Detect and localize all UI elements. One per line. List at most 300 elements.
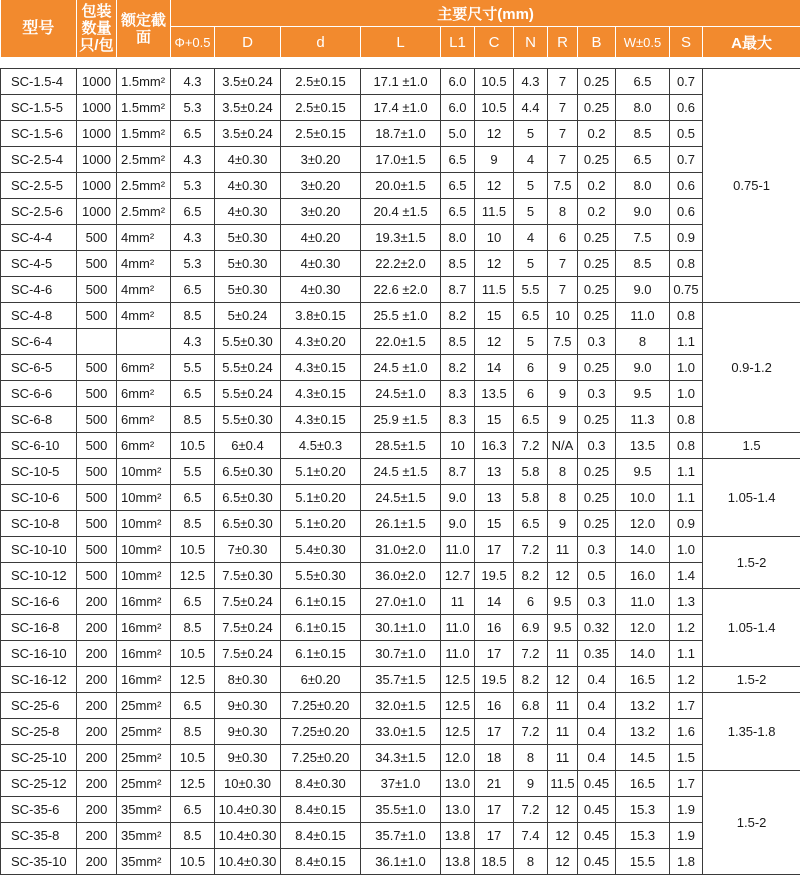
table-row bbox=[1, 121, 800, 147]
cell-R: 8 bbox=[548, 199, 578, 225]
cell-W: 11.0 bbox=[616, 303, 670, 329]
cell-rated-section: 6mm² bbox=[117, 381, 171, 407]
cell-R: 8 bbox=[548, 459, 578, 485]
cell-d: 4±0.30 bbox=[281, 251, 361, 277]
cell-D: 6.5±0.30 bbox=[215, 459, 281, 485]
cell-d: 3±0.20 bbox=[281, 147, 361, 173]
cell-N: 5.8 bbox=[514, 459, 548, 485]
cell-model: SC-10-5 bbox=[1, 459, 77, 485]
cell-A-max: 1.05-1.4 bbox=[703, 589, 800, 667]
cell-C: 11.5 bbox=[475, 199, 514, 225]
cell-N: 6.9 bbox=[514, 615, 548, 641]
cell-R: 9 bbox=[548, 407, 578, 433]
cell-S: 1.1 bbox=[670, 329, 703, 355]
cell-B: 0.25 bbox=[578, 303, 616, 329]
cell-C: 13 bbox=[475, 485, 514, 511]
header-dim-W: W±0.5 bbox=[616, 27, 670, 58]
cell-S: 1.7 bbox=[670, 771, 703, 797]
cell-L: 30.7±1.0 bbox=[361, 641, 441, 667]
cell-d: 4.3±0.15 bbox=[281, 355, 361, 381]
cell-L: 34.3±1.5 bbox=[361, 745, 441, 771]
cell-N: 7.2 bbox=[514, 641, 548, 667]
cell-L1: 8.7 bbox=[441, 277, 475, 303]
cell-D: 7.5±0.24 bbox=[215, 641, 281, 667]
cell-S: 0.5 bbox=[670, 121, 703, 147]
header-dim-L1: L1 bbox=[441, 27, 475, 58]
cell-pack-qty: 1000 bbox=[77, 69, 117, 95]
cell-B: 0.2 bbox=[578, 199, 616, 225]
cell-A-max: 1.05-1.4 bbox=[703, 459, 800, 537]
cell-R: 11 bbox=[548, 537, 578, 563]
cell-N: 7.2 bbox=[514, 719, 548, 745]
cell-C: 15 bbox=[475, 407, 514, 433]
cell-phi: 10.5 bbox=[171, 641, 215, 667]
cell-pack-qty: 200 bbox=[77, 667, 117, 693]
cell-W: 16.5 bbox=[616, 771, 670, 797]
cell-R: 12 bbox=[548, 823, 578, 849]
cell-C: 17 bbox=[475, 641, 514, 667]
cell-S: 1.1 bbox=[670, 485, 703, 511]
cell-A-max: 1.5-2 bbox=[703, 667, 800, 693]
cell-W: 9.0 bbox=[616, 355, 670, 381]
cell-pack-qty: 500 bbox=[77, 459, 117, 485]
cell-A-max: 1.5-2 bbox=[703, 771, 800, 875]
cell-W: 12.0 bbox=[616, 511, 670, 537]
table-row bbox=[1, 277, 800, 303]
cell-S: 0.75 bbox=[670, 277, 703, 303]
cell-pack-qty: 500 bbox=[77, 381, 117, 407]
cell-rated-section: 6mm² bbox=[117, 407, 171, 433]
cell-D: 10.4±0.30 bbox=[215, 849, 281, 875]
cell-pack-qty: 200 bbox=[77, 641, 117, 667]
cell-phi: 8.5 bbox=[171, 511, 215, 537]
header-pack-quantity: 包装数量只/包 bbox=[77, 0, 117, 58]
cell-d: 4±0.30 bbox=[281, 277, 361, 303]
table-row bbox=[1, 95, 800, 121]
cell-D: 7.5±0.24 bbox=[215, 589, 281, 615]
cell-phi: 5.5 bbox=[171, 355, 215, 381]
cell-N: 5 bbox=[514, 173, 548, 199]
cell-C: 13.5 bbox=[475, 381, 514, 407]
cell-d: 3.8±0.15 bbox=[281, 303, 361, 329]
cell-D: 7±0.30 bbox=[215, 537, 281, 563]
cell-model: SC-2.5-6 bbox=[1, 199, 77, 225]
cell-model: SC-35-6 bbox=[1, 797, 77, 823]
cell-C: 12 bbox=[475, 173, 514, 199]
cell-N: 7.2 bbox=[514, 537, 548, 563]
cell-L1: 8.0 bbox=[441, 225, 475, 251]
cell-phi: 10.5 bbox=[171, 849, 215, 875]
cell-S: 0.9 bbox=[670, 511, 703, 537]
table-row bbox=[1, 641, 800, 667]
cell-rated-section: 2.5mm² bbox=[117, 199, 171, 225]
cell-model: SC-4-6 bbox=[1, 277, 77, 303]
cell-W: 9.0 bbox=[616, 277, 670, 303]
header-main-dimensions: 主要尺寸(mm) bbox=[171, 0, 800, 27]
cell-model: SC-6-10 bbox=[1, 433, 77, 459]
cell-phi: 12.5 bbox=[171, 771, 215, 797]
cell-R: 12 bbox=[548, 797, 578, 823]
cell-L: 24.5±1.5 bbox=[361, 485, 441, 511]
cell-C: 17 bbox=[475, 719, 514, 745]
cell-C: 12 bbox=[475, 251, 514, 277]
cell-B: 0.3 bbox=[578, 433, 616, 459]
cell-model: SC-16-10 bbox=[1, 641, 77, 667]
cell-L: 22.0±1.5 bbox=[361, 329, 441, 355]
cell-d: 8.4±0.15 bbox=[281, 823, 361, 849]
header-model: 型号 bbox=[1, 0, 77, 58]
cell-L1: 8.2 bbox=[441, 303, 475, 329]
cell-N: 4.4 bbox=[514, 95, 548, 121]
cell-L1: 5.0 bbox=[441, 121, 475, 147]
cell-S: 1.1 bbox=[670, 459, 703, 485]
cell-S: 0.8 bbox=[670, 407, 703, 433]
cell-W: 9.5 bbox=[616, 459, 670, 485]
cell-rated-section: 1.5mm² bbox=[117, 121, 171, 147]
cell-rated-section: 16mm² bbox=[117, 589, 171, 615]
cell-rated-section: 25mm² bbox=[117, 693, 171, 719]
header-dim-A-max: A最大 bbox=[703, 27, 800, 58]
cell-N: 9 bbox=[514, 771, 548, 797]
cell-R: 12 bbox=[548, 849, 578, 875]
cell-D: 4±0.30 bbox=[215, 199, 281, 225]
cell-S: 1.9 bbox=[670, 823, 703, 849]
cell-L: 17.0±1.5 bbox=[361, 147, 441, 173]
cell-rated-section: 10mm² bbox=[117, 485, 171, 511]
cell-D: 9±0.30 bbox=[215, 719, 281, 745]
cell-rated-section: 4mm² bbox=[117, 225, 171, 251]
cell-N: 4.3 bbox=[514, 69, 548, 95]
cell-model: SC-25-10 bbox=[1, 745, 77, 771]
cell-B: 0.45 bbox=[578, 849, 616, 875]
cell-L1: 11.0 bbox=[441, 641, 475, 667]
table-row bbox=[1, 615, 800, 641]
cell-L1: 8.2 bbox=[441, 355, 475, 381]
cell-D: 5.5±0.24 bbox=[215, 381, 281, 407]
cell-N: 6.8 bbox=[514, 693, 548, 719]
cell-N: 5 bbox=[514, 329, 548, 355]
table-row bbox=[1, 329, 800, 355]
cell-C: 16.3 bbox=[475, 433, 514, 459]
cell-phi: 6.5 bbox=[171, 199, 215, 225]
cell-D: 6.5±0.30 bbox=[215, 511, 281, 537]
cell-A-max: 0.9-1.2 bbox=[703, 303, 800, 433]
cell-N: 6.5 bbox=[514, 511, 548, 537]
cell-C: 16 bbox=[475, 693, 514, 719]
cell-rated-section: 10mm² bbox=[117, 537, 171, 563]
cell-N: 8.2 bbox=[514, 563, 548, 589]
header-rated-section: 额定截面 bbox=[117, 0, 171, 58]
table-row bbox=[1, 381, 800, 407]
cell-D: 5.5±0.30 bbox=[215, 407, 281, 433]
cell-B: 0.2 bbox=[578, 173, 616, 199]
table-row bbox=[1, 511, 800, 537]
cell-phi: 6.5 bbox=[171, 277, 215, 303]
cell-d: 5.1±0.20 bbox=[281, 511, 361, 537]
cell-R: 8 bbox=[548, 485, 578, 511]
cell-L: 18.7±1.0 bbox=[361, 121, 441, 147]
cell-R: 7.5 bbox=[548, 173, 578, 199]
cell-R: 7 bbox=[548, 121, 578, 147]
cell-L1: 9.0 bbox=[441, 511, 475, 537]
cell-W: 8.0 bbox=[616, 173, 670, 199]
cell-L: 22.2±2.0 bbox=[361, 251, 441, 277]
cell-B: 0.5 bbox=[578, 563, 616, 589]
cell-rated-section: 4mm² bbox=[117, 251, 171, 277]
cell-W: 9.0 bbox=[616, 199, 670, 225]
cell-L1: 12.5 bbox=[441, 667, 475, 693]
cell-D: 5.5±0.30 bbox=[215, 329, 281, 355]
cell-model: SC-2.5-4 bbox=[1, 147, 77, 173]
cell-d: 4.3±0.20 bbox=[281, 329, 361, 355]
cell-pack-qty: 1000 bbox=[77, 121, 117, 147]
cell-N: 6 bbox=[514, 589, 548, 615]
cell-model: SC-35-10 bbox=[1, 849, 77, 875]
cell-N: 6.5 bbox=[514, 407, 548, 433]
cell-L: 28.5±1.5 bbox=[361, 433, 441, 459]
cell-pack-qty: 200 bbox=[77, 719, 117, 745]
cell-W: 8 bbox=[616, 329, 670, 355]
cell-phi: 5.5 bbox=[171, 459, 215, 485]
table-row bbox=[1, 745, 800, 771]
cell-B: 0.25 bbox=[578, 251, 616, 277]
cell-model: SC-25-12 bbox=[1, 771, 77, 797]
cell-L: 37±1.0 bbox=[361, 771, 441, 797]
table-row bbox=[1, 849, 800, 875]
cell-D: 6±0.4 bbox=[215, 433, 281, 459]
cell-D: 5±0.30 bbox=[215, 225, 281, 251]
table-row bbox=[1, 719, 800, 745]
cell-R: 9 bbox=[548, 511, 578, 537]
cell-d: 4.3±0.15 bbox=[281, 381, 361, 407]
cell-S: 0.6 bbox=[670, 173, 703, 199]
cell-L: 25.5 ±1.0 bbox=[361, 303, 441, 329]
cell-L1: 13.8 bbox=[441, 849, 475, 875]
cell-W: 6.5 bbox=[616, 147, 670, 173]
cell-W: 14.0 bbox=[616, 641, 670, 667]
cell-C: 17 bbox=[475, 797, 514, 823]
table-row bbox=[1, 485, 800, 511]
cell-B: 0.3 bbox=[578, 537, 616, 563]
cell-model: SC-6-6 bbox=[1, 381, 77, 407]
cell-d: 8.4±0.15 bbox=[281, 849, 361, 875]
cell-C: 9 bbox=[475, 147, 514, 173]
cell-C: 11.5 bbox=[475, 277, 514, 303]
cell-R: 9 bbox=[548, 381, 578, 407]
cell-S: 1.2 bbox=[670, 667, 703, 693]
cell-pack-qty: 500 bbox=[77, 251, 117, 277]
cell-C: 16 bbox=[475, 615, 514, 641]
cell-L1: 11.0 bbox=[441, 615, 475, 641]
cell-R: 7 bbox=[548, 69, 578, 95]
cell-S: 1.1 bbox=[670, 641, 703, 667]
cell-N: 7.2 bbox=[514, 433, 548, 459]
cell-rated-section: 6mm² bbox=[117, 433, 171, 459]
cell-d: 6.1±0.15 bbox=[281, 641, 361, 667]
cell-W: 7.5 bbox=[616, 225, 670, 251]
cell-phi: 6.5 bbox=[171, 485, 215, 511]
cell-L: 22.6 ±2.0 bbox=[361, 277, 441, 303]
table-row bbox=[1, 173, 800, 199]
cell-S: 1.0 bbox=[670, 355, 703, 381]
cell-pack-qty: 1000 bbox=[77, 147, 117, 173]
cell-model: SC-6-4 bbox=[1, 329, 77, 355]
cell-L1: 6.0 bbox=[441, 95, 475, 121]
cell-B: 0.32 bbox=[578, 615, 616, 641]
cell-C: 12 bbox=[475, 329, 514, 355]
cell-S: 0.7 bbox=[670, 69, 703, 95]
cell-N: 4 bbox=[514, 147, 548, 173]
cell-model: SC-1.5-6 bbox=[1, 121, 77, 147]
cell-L: 25.9 ±1.5 bbox=[361, 407, 441, 433]
cell-B: 0.25 bbox=[578, 69, 616, 95]
cell-A-max: 0.75-1 bbox=[703, 69, 800, 303]
cell-phi: 8.5 bbox=[171, 303, 215, 329]
cell-phi: 6.5 bbox=[171, 381, 215, 407]
cell-pack-qty: 1000 bbox=[77, 173, 117, 199]
cell-R: 11 bbox=[548, 641, 578, 667]
cell-L: 27.0±1.0 bbox=[361, 589, 441, 615]
cell-pack-qty: 1000 bbox=[77, 199, 117, 225]
cell-N: 6 bbox=[514, 355, 548, 381]
cell-L: 24.5 ±1.5 bbox=[361, 459, 441, 485]
cell-pack-qty bbox=[77, 329, 117, 355]
cell-rated-section: 10mm² bbox=[117, 563, 171, 589]
cell-D: 6.5±0.30 bbox=[215, 485, 281, 511]
cell-S: 1.5 bbox=[670, 745, 703, 771]
header-dim-phi: Φ+0.5 bbox=[171, 27, 215, 58]
cell-R: 12 bbox=[548, 667, 578, 693]
cell-rated-section: 35mm² bbox=[117, 797, 171, 823]
cell-R: 10 bbox=[548, 303, 578, 329]
table-row bbox=[1, 771, 800, 797]
cell-rated-section: 16mm² bbox=[117, 667, 171, 693]
cell-pack-qty: 500 bbox=[77, 511, 117, 537]
cell-W: 8.5 bbox=[616, 121, 670, 147]
cell-L1: 9.0 bbox=[441, 485, 475, 511]
cell-N: 6 bbox=[514, 381, 548, 407]
cell-R: 7 bbox=[548, 277, 578, 303]
cell-W: 14.5 bbox=[616, 745, 670, 771]
table-row bbox=[1, 355, 800, 381]
cell-model: SC-4-8 bbox=[1, 303, 77, 329]
cell-model: SC-1.5-4 bbox=[1, 69, 77, 95]
table-row bbox=[1, 147, 800, 173]
cell-L: 31.0±2.0 bbox=[361, 537, 441, 563]
cell-W: 15.5 bbox=[616, 849, 670, 875]
cell-rated-section: 4mm² bbox=[117, 277, 171, 303]
cell-pack-qty: 500 bbox=[77, 537, 117, 563]
cell-W: 8.5 bbox=[616, 251, 670, 277]
cell-d: 6±0.20 bbox=[281, 667, 361, 693]
cell-C: 19.5 bbox=[475, 667, 514, 693]
cell-W: 12.0 bbox=[616, 615, 670, 641]
header-dim-N: N bbox=[514, 27, 548, 58]
cell-phi: 6.5 bbox=[171, 121, 215, 147]
table-row bbox=[1, 693, 800, 719]
cell-N: 4 bbox=[514, 225, 548, 251]
cell-pack-qty: 200 bbox=[77, 823, 117, 849]
cell-D: 5±0.30 bbox=[215, 251, 281, 277]
cell-pack-qty: 500 bbox=[77, 433, 117, 459]
cell-phi: 5.3 bbox=[171, 251, 215, 277]
cell-W: 16.5 bbox=[616, 667, 670, 693]
cell-L: 35.7±1.5 bbox=[361, 667, 441, 693]
cell-S: 0.9 bbox=[670, 225, 703, 251]
cell-C: 14 bbox=[475, 589, 514, 615]
cell-S: 1.0 bbox=[670, 381, 703, 407]
cell-A-max: 1.5-2 bbox=[703, 537, 800, 589]
table-row bbox=[1, 407, 800, 433]
cell-rated-section: 10mm² bbox=[117, 511, 171, 537]
cell-W: 6.5 bbox=[616, 69, 670, 95]
cell-model: SC-10-8 bbox=[1, 511, 77, 537]
table-body bbox=[1, 69, 800, 875]
cell-L1: 12.0 bbox=[441, 745, 475, 771]
cell-S: 1.2 bbox=[670, 615, 703, 641]
cell-phi: 4.3 bbox=[171, 147, 215, 173]
cell-phi: 10.5 bbox=[171, 745, 215, 771]
cell-phi: 12.5 bbox=[171, 667, 215, 693]
cell-C: 10.5 bbox=[475, 95, 514, 121]
cell-D: 5±0.30 bbox=[215, 277, 281, 303]
cell-rated-section bbox=[117, 329, 171, 355]
cell-model: SC-4-4 bbox=[1, 225, 77, 251]
cell-pack-qty: 500 bbox=[77, 485, 117, 511]
cell-B: 0.35 bbox=[578, 641, 616, 667]
cell-model: SC-10-6 bbox=[1, 485, 77, 511]
cell-B: 0.3 bbox=[578, 589, 616, 615]
cell-R: 11 bbox=[548, 719, 578, 745]
cell-model: SC-10-12 bbox=[1, 563, 77, 589]
cell-rated-section: 25mm² bbox=[117, 745, 171, 771]
cell-pack-qty: 200 bbox=[77, 797, 117, 823]
cell-R: 11 bbox=[548, 745, 578, 771]
cell-B: 0.2 bbox=[578, 121, 616, 147]
cell-D: 5±0.24 bbox=[215, 303, 281, 329]
cell-C: 10.5 bbox=[475, 69, 514, 95]
cell-model: SC-6-8 bbox=[1, 407, 77, 433]
cell-B: 0.45 bbox=[578, 823, 616, 849]
cell-L1: 13.0 bbox=[441, 797, 475, 823]
cell-pack-qty: 200 bbox=[77, 849, 117, 875]
cell-L: 33.0±1.5 bbox=[361, 719, 441, 745]
cell-L1: 11.0 bbox=[441, 537, 475, 563]
cell-L1: 8.5 bbox=[441, 329, 475, 355]
table-row bbox=[1, 537, 800, 563]
cell-C: 17 bbox=[475, 537, 514, 563]
cell-D: 10.4±0.30 bbox=[215, 823, 281, 849]
cell-W: 15.3 bbox=[616, 797, 670, 823]
cell-d: 7.25±0.20 bbox=[281, 745, 361, 771]
cell-C: 12 bbox=[475, 121, 514, 147]
cell-pack-qty: 200 bbox=[77, 615, 117, 641]
cell-d: 7.25±0.20 bbox=[281, 693, 361, 719]
cell-rated-section: 1.5mm² bbox=[117, 69, 171, 95]
cell-pack-qty: 500 bbox=[77, 277, 117, 303]
cell-d: 3±0.20 bbox=[281, 199, 361, 225]
header-dim-L: L bbox=[361, 27, 441, 58]
cell-d: 5.1±0.20 bbox=[281, 485, 361, 511]
cell-S: 0.6 bbox=[670, 199, 703, 225]
cell-phi: 8.5 bbox=[171, 719, 215, 745]
cell-R: 9.5 bbox=[548, 615, 578, 641]
cell-B: 0.4 bbox=[578, 745, 616, 771]
cell-W: 11.0 bbox=[616, 589, 670, 615]
table-row bbox=[1, 433, 800, 459]
cell-phi: 8.5 bbox=[171, 407, 215, 433]
cell-d: 6.1±0.15 bbox=[281, 615, 361, 641]
